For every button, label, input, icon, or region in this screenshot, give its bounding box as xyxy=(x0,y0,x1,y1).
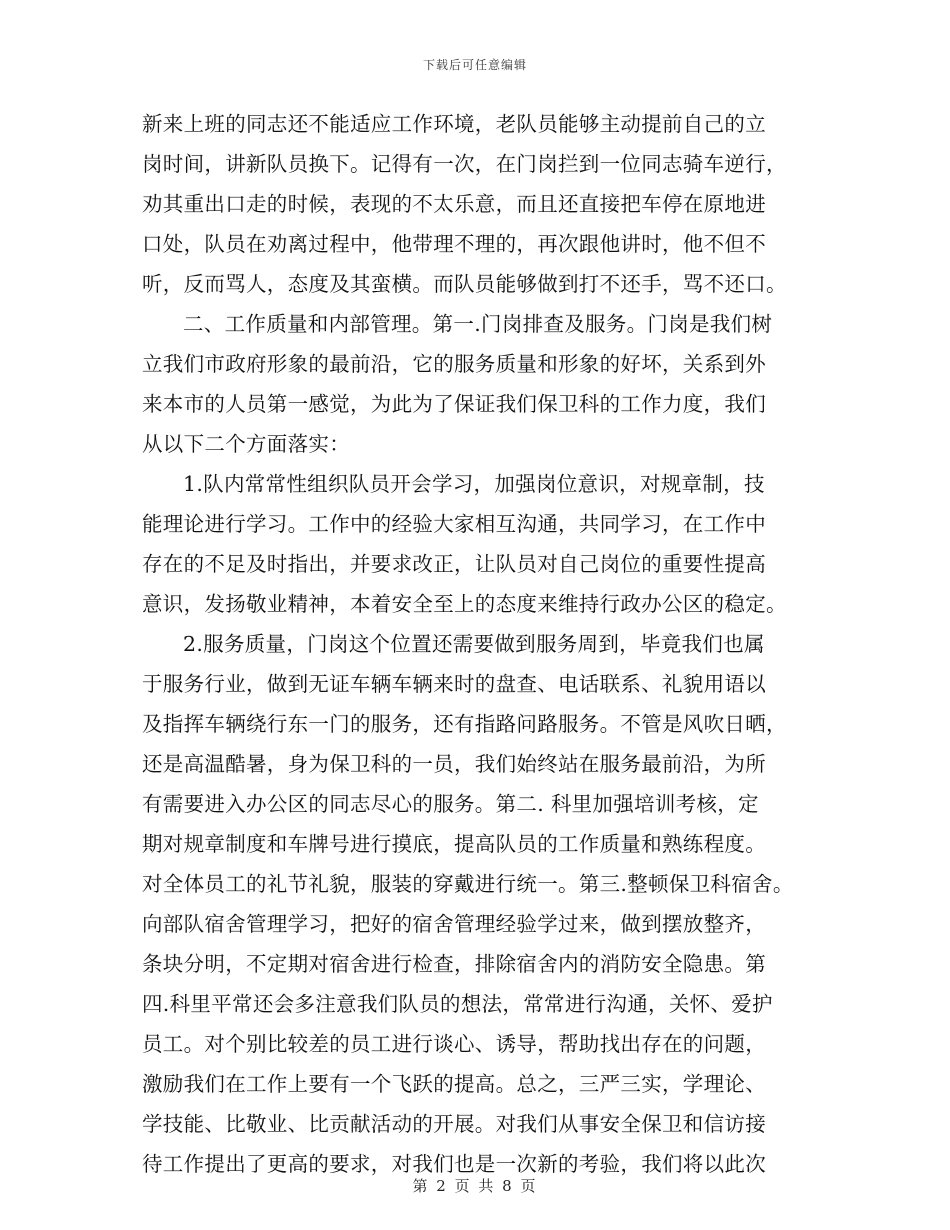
body-line: 劝其重出口走的时候，表现的不太乐意，而且还直接把车停在原地进 xyxy=(142,192,766,216)
page-number-footer: 第 2 页 共 8 页 xyxy=(412,1177,538,1195)
body-line: 员工。对个别比较差的员工进行谈心、诱导，帮助找出存在的问题， xyxy=(142,1032,766,1056)
body-line: 条块分明，不定期对宿舍进行检查，排除宿舍内的消防安全隐患。第 xyxy=(142,952,766,976)
body-line: 新来上班的同志还不能适应工作环境，老队员能够主动提前自己的立 xyxy=(142,112,766,136)
body-line: 岗时间，讲新队员换下。记得有一次，在门岗拦到一位同志骑车逆行， xyxy=(142,152,787,176)
body-line: 来本市的人员第一感觉，为此为了保证我们保卫科的工作力度，我们 xyxy=(142,392,766,416)
body-line: 对全体员工的礼节礼貌，服装的穿戴进行统一。第三.整顿保卫科宿舍。 xyxy=(142,872,794,896)
body-line: 期对规章制度和车牌号进行摸底，提高队员的工作质量和熟练程度。 xyxy=(142,832,766,856)
body-line: 待工作提出了更高的要求，对我们也是一次新的考验，我们将以此次 xyxy=(142,1152,766,1176)
body-line: 及指挥车辆绕行东一门的服务，还有指路问路服务。不管是风吹日晒， xyxy=(142,712,787,736)
document-body xyxy=(142,104,832,1184)
body-line-paragraph-start: 1.队内常常性组织队员开会学习，加强岗位意识，对规章制，技 xyxy=(183,472,765,496)
body-line: 意识，发扬敬业精神，本着安全至上的态度来维持行政办公区的稳定。 xyxy=(142,592,787,616)
body-line: 能理论进行学习。工作中的经验大家相互沟通，共同学习，在工作中 xyxy=(142,512,766,536)
body-line: 于服务行业，做到无证车辆车辆来时的盘查、电话联系、礼貌用语以 xyxy=(142,672,766,696)
body-line: 听，反而骂人，态度及其蛮横。而队员能够做到打不还手，骂不还口。 xyxy=(142,272,787,296)
body-line: 口处，队员在劝离过程中，他带理不理的，再次跟他讲时，他不但不 xyxy=(142,232,766,256)
body-line: 向部队宿舍管理学习，把好的宿舍管理经验学过来，做到摆放整齐， xyxy=(142,912,766,936)
page-header-note: 下载后可任意编辑 xyxy=(422,58,527,72)
body-line: 还是高温酷暑，身为保卫科的一员，我们始终站在服务最前沿，为所 xyxy=(142,752,766,776)
body-line: 立我们市政府形象的最前沿，它的服务质量和形象的好坏，关系到外 xyxy=(142,352,766,376)
body-line: 激励我们在工作上要有一个飞跃的提高。总之，三严三实，学理论、 xyxy=(142,1072,766,1096)
body-line-paragraph-start: 2.服务质量，门岗这个位置还需要做到服务周到，毕竟我们也属 xyxy=(183,632,765,656)
body-line: 从以下二个方面落实： xyxy=(142,432,350,456)
body-line: 学技能、比敬业、比贡献活动的开展。对我们从事安全保卫和信访接 xyxy=(142,1112,766,1136)
body-line: 四.科里平常还会多注意我们队员的想法，常常进行沟通，关怀、爱护 xyxy=(142,992,773,1016)
body-line: 有需要进入办公区的同志尽心的服务。第二. 科里加强培训考核，定 xyxy=(142,792,759,816)
body-line-paragraph-start: 二、工作质量和内部管理。第一.门岗排查及服务。门岗是我们树 xyxy=(183,312,773,336)
body-line: 存在的不足及时指出，并要求改正，让队员对自己岗位的重要性提高 xyxy=(142,552,766,576)
